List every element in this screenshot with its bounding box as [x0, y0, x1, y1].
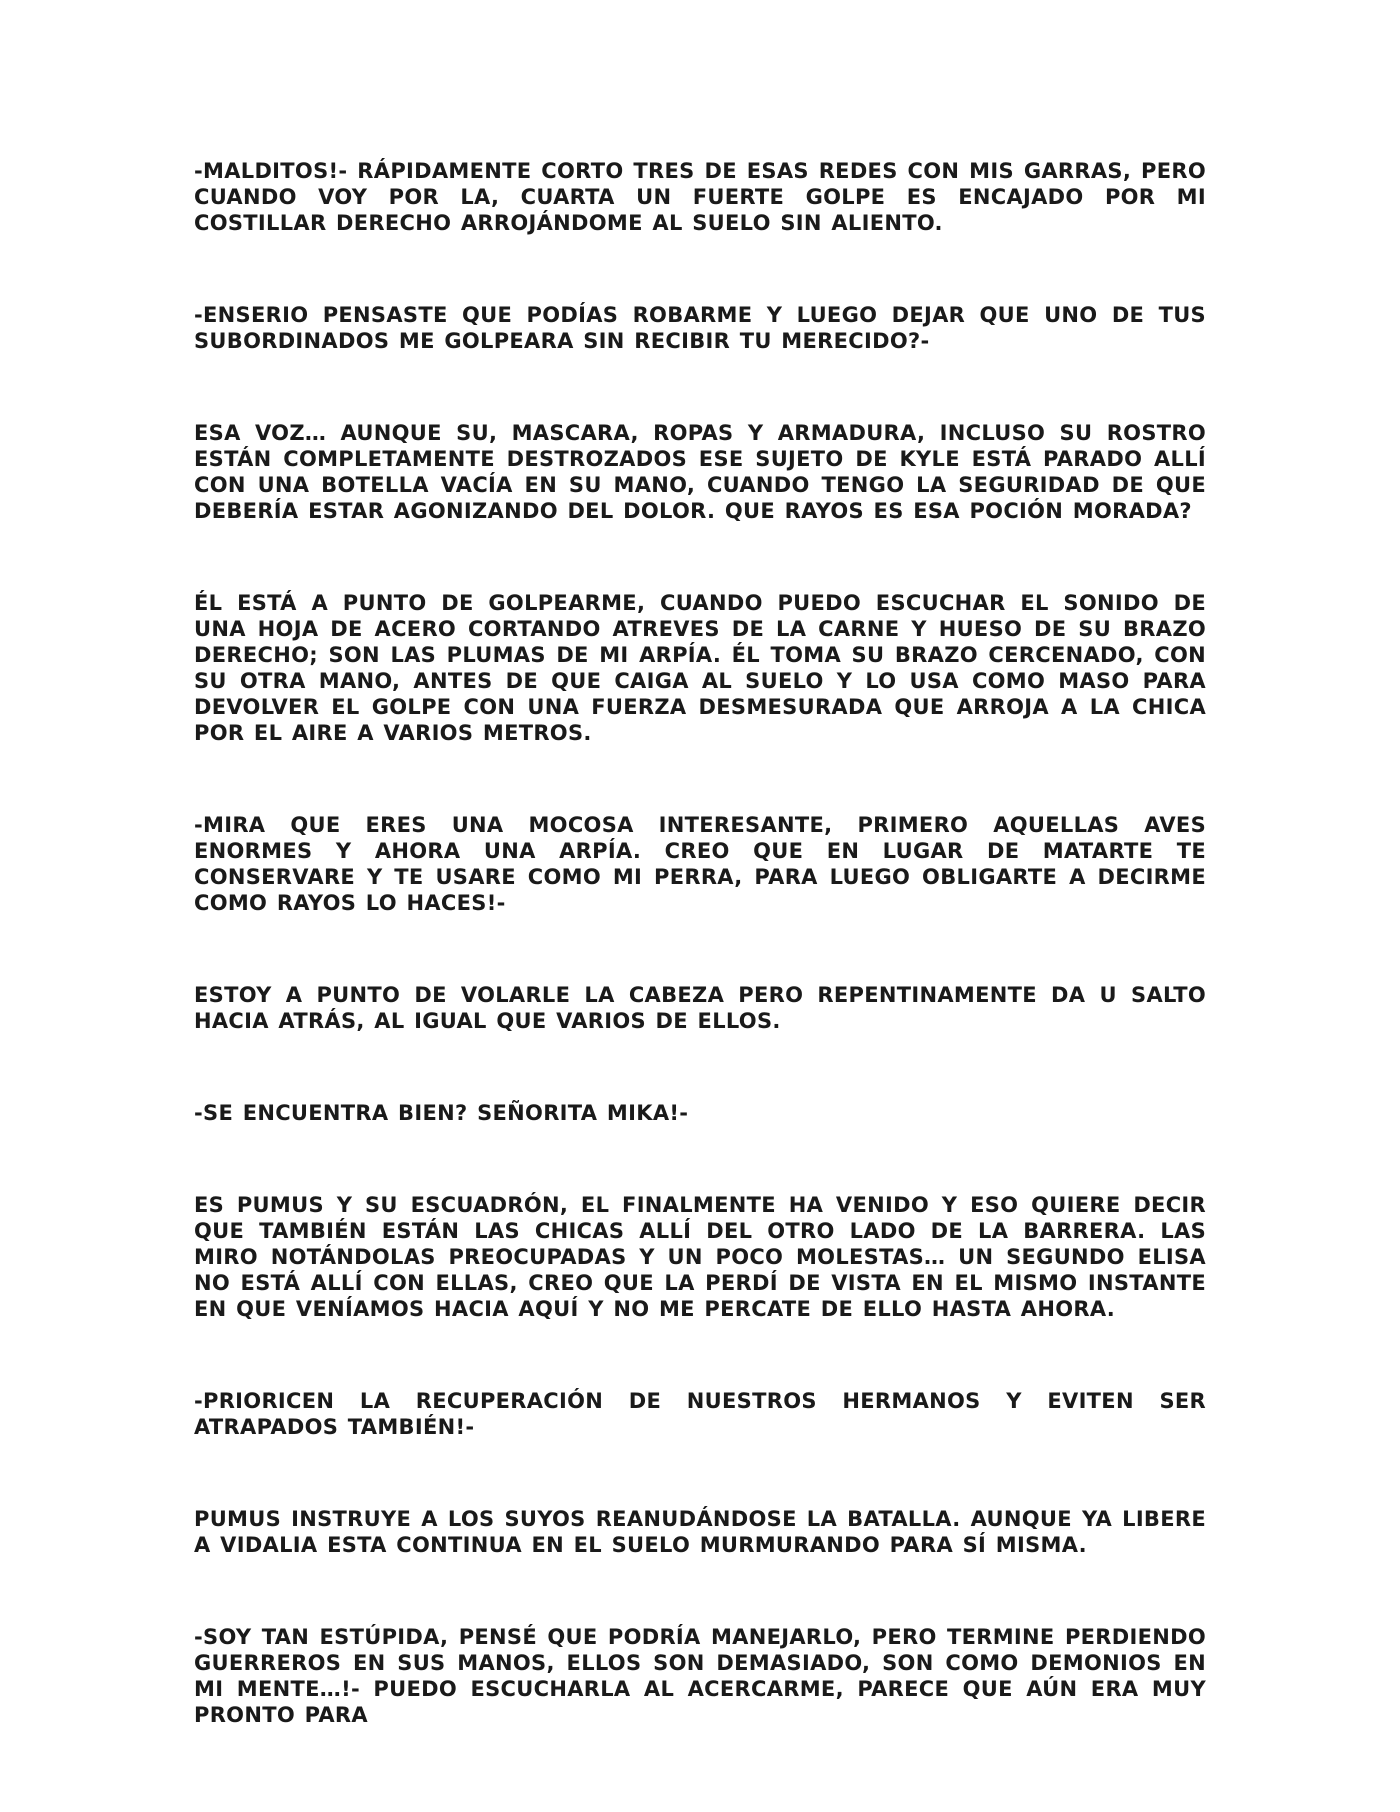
paragraph-8: ES PUMUS Y SU ESCUADRÓN, EL FINALMENTE HA VENIDO Y ESO QUIERE DECIR QUE TAMBIÉN ESTÁN LAS CHICAS ALLÍ DEL OTRO LADO DE LA BARRERA. LAS MIRO NOTÁNDOLAS PREOCUPADAS Y UN POCO MOLESTAS… UN SEGUNDO ELISA NO ESTÁ ALLÍ CON ELLAS, CREO QUE LA PERDÍ DE VISTA EN EL MISMO INSTANTE EN QUE VENÍAMOS HACIA AQUÍ Y NO ME PERCATE DE ELLO HASTA AHORA.	[194, 1193, 1206, 1321]
story-text	[194, 158, 1206, 1794]
paragraph-10: PUMUS INSTRUYE A LOS SUYOS REANUDÁNDOSE LA BATALLA. AUNQUE YA LIBERE A VIDALIA ESTA CONTINUA EN EL SUELO MURMURANDO PARA SÍ MISMA.	[194, 1507, 1206, 1557]
paragraph-9: -PRIORICEN LA RECUPERACIÓN DE NUESTROS HERMANOS Y EVITEN SER ATRAPADOS TAMBIÉN!-	[194, 1389, 1206, 1439]
paragraph-5: -MIRA QUE ERES UNA MOCOSA INTERESANTE, PRIMERO AQUELLAS AVES ENORMES Y AHORA UNA ARPÍA. CREO QUE EN LUGAR DE MATARTE TE CONSERVARE Y TE USARE COMO MI PERRA, PARA LUEGO OBLIGARTE A DECIRME COMO RAYOS LO HACES!-	[194, 813, 1206, 915]
paragraph-2: -ENSERIO PENSASTE QUE PODÍAS ROBARME Y LUEGO DEJAR QUE UNO DE TUS SUBORDINADOS ME GOLPEARA SIN RECIBIR TU MERECIDO?-	[194, 303, 1206, 353]
paragraph-6: ESTOY A PUNTO DE VOLARLE LA CABEZA PERO REPENTINAMENTE DA U SALTO HACIA ATRÁS, AL IGUAL QUE VARIOS DE ELLOS.	[194, 983, 1206, 1033]
paragraph-11: -SOY TAN ESTÚPIDA, PENSÉ QUE PODRÍA MANEJARLO, PERO TERMINE PERDIENDO GUERREROS EN SUS MANOS, ELLOS SON DEMASIADO, SON COMO DEMONIOS EN MI MENTE…!- PUEDO ESCUCHARLA AL ACERCARME, PARECE QUE AÚN ERA MUY PRONTO PARA	[194, 1625, 1206, 1727]
paragraph-7: -SE ENCUENTRA BIEN? SEÑORITA MIKA!-	[194, 1101, 689, 1125]
paragraph-3: ESA VOZ… AUNQUE SU, MASCARA, ROPAS Y ARMADURA, INCLUSO SU ROSTRO ESTÁN COMPLETAMENTE DESTROZADOS ESE SUJETO DE KYLE ESTÁ PARADO ALLÍ CON UNA BOTELLA VACÍA EN SU MANO, CUANDO TENGO LA SEGURIDAD DE QUE DEBERÍA ESTAR AGONIZANDO DEL DOLOR. QUE RAYOS ES ESA POCIÓN MORADA?	[194, 421, 1206, 523]
paragraph-4: ÉL ESTÁ A PUNTO DE GOLPEARME, CUANDO PUEDO ESCUCHAR EL SONIDO DE UNA HOJA DE ACERO CORTANDO ATREVES DE LA CARNE Y HUESO DE SU BRAZO DERECHO; SON LAS PLUMAS DE MI ARPÍA. ÉL TOMA SU BRAZO CERCENADO, CON SU OTRA MANO, ANTES DE QUE CAIGA AL SUELO Y LO USA COMO MASO PARA DEVOLVER EL GOLPE CON UNA FUERZA DESMESURADA QUE ARROJA A LA CHICA POR EL AIRE A VARIOS METROS.	[194, 591, 1206, 745]
paragraph-1: -MALDITOS!- RÁPIDAMENTE CORTO TRES DE ESAS REDES CON MIS GARRAS, PERO CUANDO VOY POR LA, CUARTA UN FUERTE GOLPE ES ENCAJADO POR MI COSTILLAR DERECHO ARROJÁNDOME AL SUELO SIN ALIENTO.	[194, 159, 1206, 235]
